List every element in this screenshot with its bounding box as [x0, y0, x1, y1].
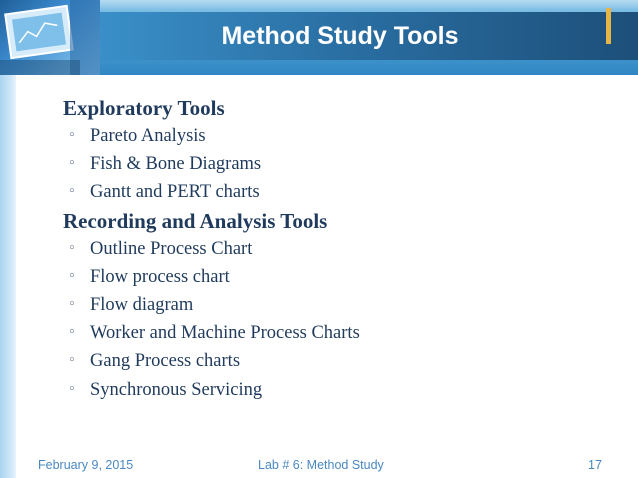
bullet-level2-icon: ◦ — [68, 184, 76, 200]
footer-date: February 9, 2015 — [38, 458, 134, 472]
section-heading — [30, 94, 630, 122]
slide-title: Method Study Tools — [221, 22, 459, 50]
slide-body — [30, 94, 630, 404]
footer-page-number: 17 — [588, 458, 602, 472]
list-item — [30, 319, 630, 347]
list-item — [30, 291, 630, 319]
list-item-text: Outline Process Chart — [90, 238, 253, 259]
list-item — [30, 178, 630, 206]
list-item-text: Fish & Bone Diagrams — [90, 154, 262, 175]
list-item — [30, 122, 630, 150]
section-heading-text: Recording and Analysis Tools — [63, 208, 328, 233]
bullet-level2-icon: ◦ — [68, 353, 76, 369]
list-item — [30, 376, 630, 404]
bullet-level2-icon: ◦ — [68, 128, 76, 143]
list-item-text: Gantt and PERT charts — [90, 182, 260, 203]
bullet-level2-icon: ◦ — [68, 296, 76, 312]
accent-bar — [606, 8, 611, 44]
section-heading — [30, 207, 630, 235]
list-item-text: Synchronous Servicing — [90, 379, 263, 400]
list-item-text: Flow diagram — [90, 294, 194, 315]
computer-monitor-thumbnail-icon — [0, 0, 100, 75]
bullet-level2-icon: ◦ — [68, 240, 76, 256]
list-item — [30, 263, 630, 291]
bullet-level2-icon: ◦ — [68, 268, 76, 284]
list-item-text: Worker and Machine Process Charts — [90, 323, 360, 344]
bullet-level2-icon: ◦ — [68, 325, 76, 341]
list-item — [30, 347, 630, 375]
bullet-level2-icon: ◦ — [68, 156, 76, 172]
list-item — [30, 150, 630, 178]
list-item-text: Pareto Analysis — [90, 126, 206, 146]
header-shine — [100, 0, 638, 10]
footer-title: Lab # 6: Method Study — [258, 458, 384, 472]
list-item — [30, 235, 630, 263]
slide-header-band — [0, 0, 638, 75]
section-heading-text: Exploratory Tools — [63, 96, 225, 120]
list-item-text: Flow process chart — [90, 266, 230, 287]
bullet-level2-icon: ◦ — [68, 381, 76, 397]
list-item-text: Gang Process charts — [90, 351, 241, 372]
